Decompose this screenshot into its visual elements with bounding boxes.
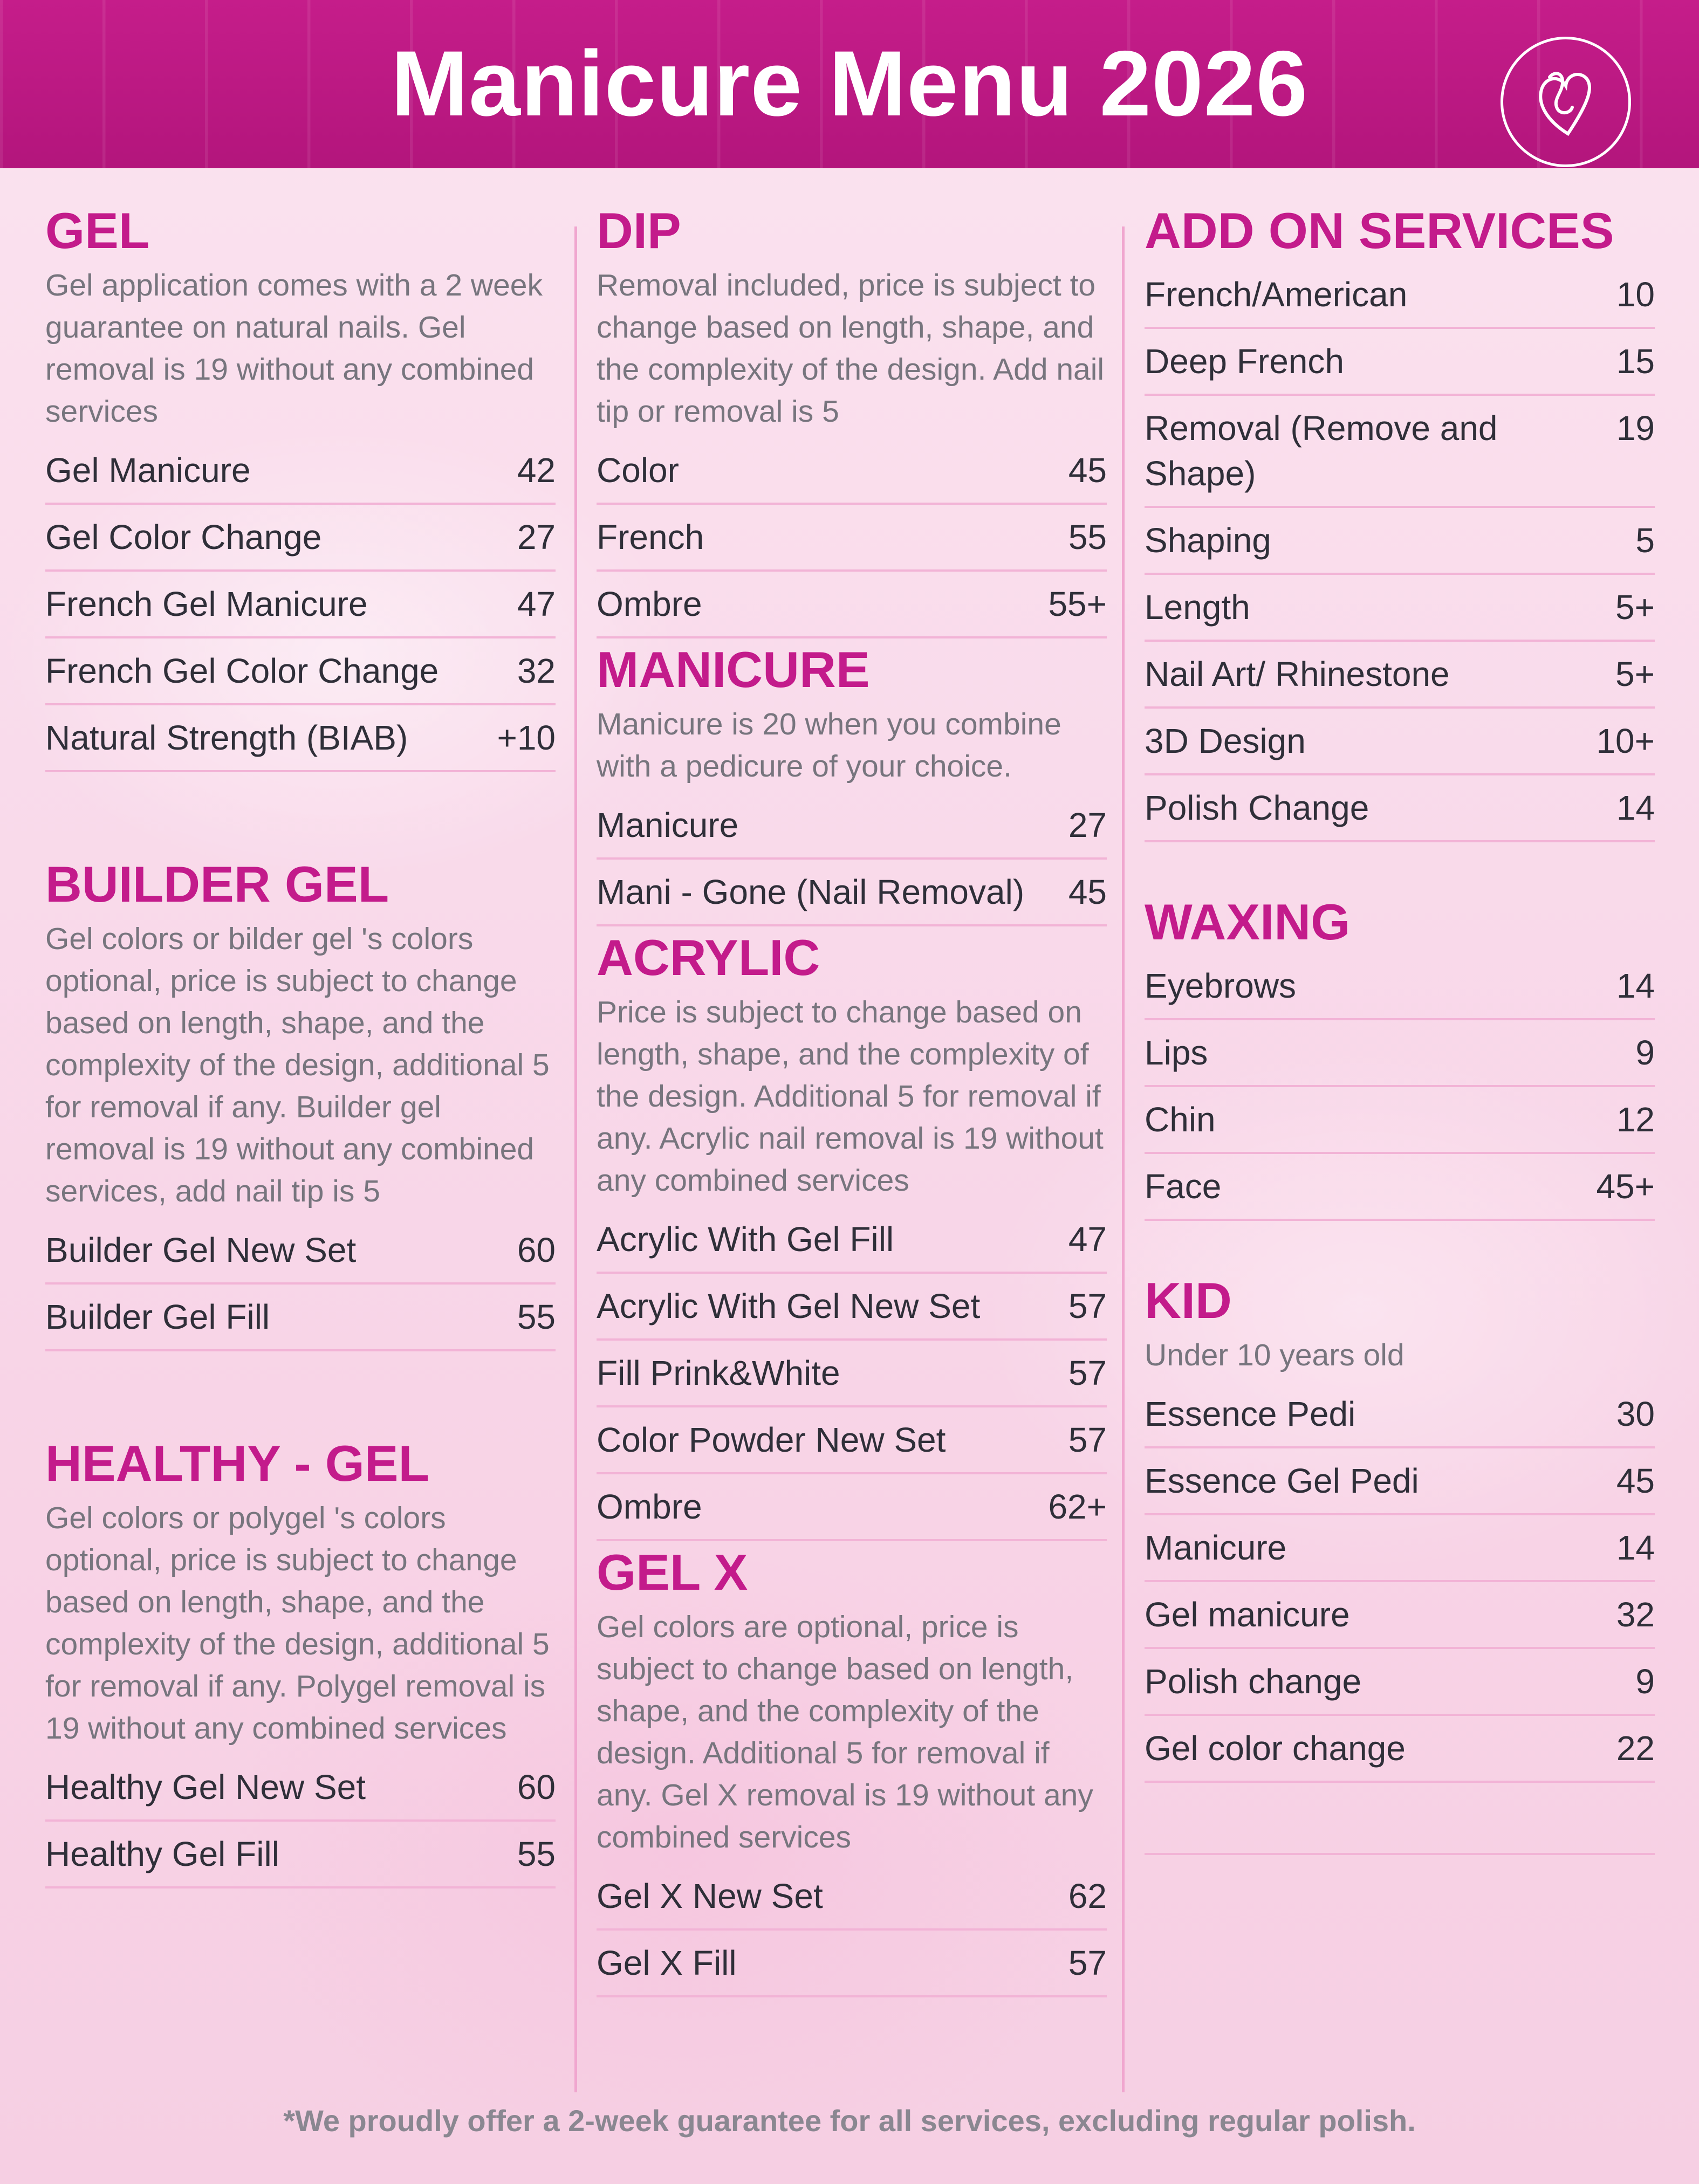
menu-item: [597, 1864, 1107, 1931]
item-name: French: [597, 518, 704, 557]
menu-item: [45, 638, 556, 705]
item-price: 47: [1068, 1220, 1107, 1259]
column-left: [45, 200, 556, 1888]
item-name: Manicure: [597, 806, 739, 844]
menu-item: [1145, 1154, 1655, 1221]
item-name: 3D Design: [1145, 722, 1306, 760]
item-price: 57: [1068, 1287, 1107, 1325]
menu-item: [1145, 1515, 1655, 1582]
section-description: Price is subject to change based on length, shape, and the complexity of the design. Additional 5 for removal if any. Acrylic nail removal is 19 without any combined services: [597, 995, 1104, 1198]
section-builder-gel: [45, 853, 556, 1351]
menu-item: [597, 1474, 1107, 1541]
item-price: 55: [517, 1835, 556, 1873]
section-title: HEALTHY - GEL: [45, 1435, 429, 1492]
item-name: Healthy Gel New Set: [45, 1768, 366, 1807]
section-title: ADD ON SERVICES: [1145, 202, 1614, 259]
item-name: Essence Gel Pedi: [1145, 1461, 1419, 1500]
menu-item: [1145, 709, 1655, 775]
section-kid: [1145, 1269, 1655, 1855]
item-price: 47: [517, 585, 556, 623]
column-middle: [597, 200, 1107, 1997]
section-description: Gel colors are optional, price is subject to change based on length, shape, and the complexity of the design. Additional 5 for removal if any. Gel X removal is 19 without any combined services: [597, 1610, 1093, 1855]
menu-item: [597, 1341, 1107, 1407]
item-price: 14: [1616, 966, 1655, 1005]
menu-item: [1145, 1382, 1655, 1448]
menu-item: [45, 1755, 556, 1822]
item-price: 45: [1616, 1461, 1655, 1500]
menu-item: [1145, 1020, 1655, 1087]
item-name: Manicure: [1145, 1528, 1287, 1567]
item-name: Polish Change: [1145, 788, 1369, 827]
section-manicure: [597, 638, 1107, 926]
item-name: Color: [597, 451, 679, 490]
header-banner: [0, 0, 1699, 168]
item-price: 32: [517, 651, 556, 690]
item-price: 55: [1068, 518, 1107, 557]
section-title: GEL: [45, 202, 150, 259]
menu-item: [1145, 775, 1655, 842]
menu-item: [597, 1407, 1107, 1474]
item-price: 5+: [1615, 655, 1655, 693]
menu-item: [597, 793, 1107, 860]
page-title: Manicure Menu 2026: [391, 32, 1308, 135]
item-name: Builder Gel New Set: [45, 1231, 357, 1269]
item-name: Mani - Gone (Nail Removal): [597, 873, 1025, 911]
menu-item: [1145, 396, 1655, 508]
menu-item: [597, 505, 1107, 572]
menu-item: [45, 572, 556, 638]
item-name: Gel Manicure: [45, 451, 251, 490]
item-price: 19: [1616, 409, 1655, 448]
item-price: 15: [1616, 342, 1655, 381]
menu-item: [1145, 953, 1655, 1020]
menu-item: [597, 1931, 1107, 1997]
item-price: 55+: [1048, 585, 1107, 623]
menu-item: [1145, 1649, 1655, 1716]
item-price: 12: [1616, 1100, 1655, 1139]
item-name: Acrylic With Gel Fill: [597, 1220, 894, 1259]
item-name: Gel Color Change: [45, 518, 322, 557]
menu-item: [1145, 329, 1655, 396]
item-name: French Gel Manicure: [45, 585, 368, 623]
section-description: Gel colors or bilder gel 's colors optional, price is subject to change based on length, shape, and the complexity of the design, additional 5 for removal if any. Builder gel removal is 19 without any combined services, add nail tip is 5: [45, 922, 550, 1208]
item-name: Shaping: [1145, 521, 1271, 560]
section-description: Gel application comes with a 2 week guarantee on natural nails. Gel removal is 19 without any combined services: [45, 268, 543, 429]
item-price: 10: [1616, 275, 1655, 314]
menu-item: [45, 1285, 556, 1351]
item-price: 10+: [1596, 722, 1655, 760]
item-name: Eyebrows: [1145, 966, 1296, 1005]
item-name: Gel color change: [1145, 1729, 1406, 1768]
item-price: 14: [1616, 1528, 1655, 1567]
column-divider-left: [574, 226, 577, 2092]
menu-item: [45, 705, 556, 772]
section-healthy-gel: [45, 1432, 556, 1888]
item-name: Nail Art/ Rhinestone: [1145, 655, 1450, 693]
item-name: Lips: [1145, 1033, 1208, 1072]
item-price: 62+: [1048, 1487, 1107, 1526]
item-price: 57: [1068, 1354, 1107, 1392]
item-name: Gel X Fill: [597, 1943, 737, 1982]
item-name: Healthy Gel Fill: [45, 1835, 279, 1873]
column-divider-right: [1122, 226, 1125, 2092]
item-name: Face: [1145, 1167, 1222, 1206]
item-price: 27: [517, 518, 556, 557]
menu-item: [597, 572, 1107, 638]
section-acrylic: [597, 926, 1107, 1541]
item-price: 42: [517, 451, 556, 490]
item-price: 57: [1068, 1420, 1107, 1459]
item-price: 45+: [1596, 1167, 1655, 1206]
item-name: Chin: [1145, 1100, 1216, 1139]
menu-item: [597, 438, 1107, 505]
item-price: 9: [1635, 1662, 1655, 1701]
section-add-on-services: [1145, 200, 1655, 842]
item-name: Polish change: [1145, 1662, 1362, 1701]
item-price: 27: [1068, 806, 1107, 844]
item-price: +10: [497, 718, 556, 757]
menu-item: [1145, 1087, 1655, 1154]
item-price: 45: [1068, 873, 1107, 911]
item-name: Ombre: [597, 1487, 702, 1526]
menu-item: [1145, 1716, 1655, 1783]
section-title: ACRYLIC: [597, 929, 820, 986]
section-title: MANICURE: [597, 641, 870, 698]
item-price: 55: [517, 1297, 556, 1336]
item-name: Ombre: [597, 585, 702, 623]
footer-note: *We proudly offer a 2-week guarantee for all services, excluding regular polish.: [283, 2104, 1416, 2138]
item-name: Gel manicure: [1145, 1595, 1350, 1634]
section-waxing: [1145, 891, 1655, 1221]
item-price: 9: [1635, 1033, 1655, 1072]
section-gel: [45, 200, 556, 772]
menu-item: [1145, 1448, 1655, 1515]
section-title: BUILDER GEL: [45, 856, 389, 912]
section-title: DIP: [597, 202, 681, 259]
item-name: Builder Gel Fill: [45, 1297, 270, 1336]
section-description: Manicure is 20 when you combine with a pedicure of your choice.: [597, 707, 1061, 784]
section-description: Under 10 years old: [1145, 1338, 1405, 1372]
menu-item: [1145, 642, 1655, 709]
item-price: 45: [1068, 451, 1107, 490]
item-price: 60: [517, 1768, 556, 1807]
section-title: KID: [1145, 1272, 1232, 1329]
item-price: 22: [1616, 1729, 1655, 1768]
menu-item: [45, 505, 556, 572]
heart-logo-icon: [1501, 37, 1631, 167]
item-name: Removal (Remove and Shape): [1145, 409, 1498, 493]
menu-item: [1145, 262, 1655, 329]
section-title: GEL X: [597, 1544, 748, 1601]
item-name: Color Powder New Set: [597, 1420, 946, 1459]
item-name: French Gel Color Change: [45, 651, 439, 690]
item-price: 57: [1068, 1943, 1107, 1982]
item-price: 62: [1068, 1877, 1107, 1915]
menu-item: [45, 1822, 556, 1888]
item-name: Deep French: [1145, 342, 1344, 381]
item-price: 5: [1635, 521, 1655, 560]
item-name: Fill Prink&White: [597, 1354, 840, 1392]
item-name: Acrylic With Gel New Set: [597, 1287, 981, 1325]
item-price: 32: [1616, 1595, 1655, 1634]
item-price: 14: [1616, 788, 1655, 827]
item-name: French/American: [1145, 275, 1408, 314]
item-name: Length: [1145, 588, 1250, 627]
item-price: 30: [1616, 1395, 1655, 1433]
item-price: 60: [517, 1231, 556, 1269]
item-price: 5+: [1615, 588, 1655, 627]
menu-item: [597, 1207, 1107, 1274]
item-name: Essence Pedi: [1145, 1395, 1356, 1433]
section-description: Removal included, price is subject to change based on length, shape, and the complexity of the design. Add nail tip or removal is 5: [597, 268, 1105, 429]
menu-item: [45, 1218, 556, 1285]
menu-item: [1145, 575, 1655, 642]
menu-item: [597, 1274, 1107, 1341]
column-right: [1145, 200, 1655, 1855]
section-end-divider: [1145, 1783, 1655, 1855]
menu-item: [1145, 508, 1655, 575]
section-description: Gel colors or polygel 's colors optional, price is subject to change based on length, shape, and the complexity of the design, additional 5 for removal if any. Polygel removal is 19 without any combined services: [45, 1501, 550, 1746]
menu-item: [45, 438, 556, 505]
menu-item: [597, 860, 1107, 926]
item-name: Natural Strength (BIAB): [45, 718, 408, 757]
menu-item: [1145, 1582, 1655, 1649]
section-title: WAXING: [1145, 894, 1351, 950]
section-dip: [597, 200, 1107, 638]
item-name: Gel X New Set: [597, 1877, 823, 1915]
section-gel-x: [597, 1541, 1107, 1997]
